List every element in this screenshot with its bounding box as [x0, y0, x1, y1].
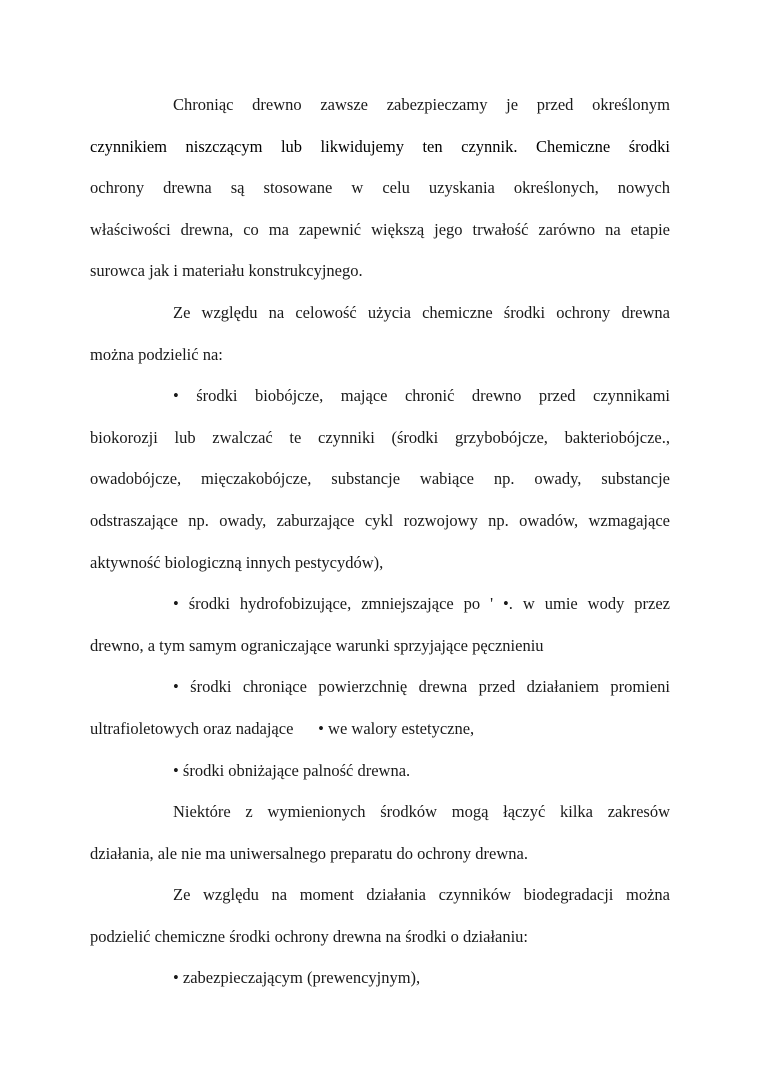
paragraph-2-line-2: można podzielić na:	[90, 344, 223, 364]
document-body	[90, 84, 670, 999]
paragraph-1-line-2: czynnikiem niszczącym lub likwidujemy ten czynnik. Chemiczne środki	[90, 136, 670, 156]
bullet-hydrophobic-line-2: drewno, a tym samym ograniczające warunki sprzyjające pęcznieniu	[90, 635, 544, 655]
bullet-surface-line-1: • środki chroniące powierzchnię drewna przed działaniem promieni	[173, 677, 670, 697]
paragraph-4-line-2: podzielić chemiczne środki ochrony drewna na środki o działaniu:	[90, 926, 529, 946]
paragraph-1-line-1: Chroniąc drewno zawsze zabezpieczamy je przed określonym	[173, 95, 670, 114]
bullet-biocides-line-1: • środki biobójcze, mające chronić drewno przed czynnikami	[173, 386, 670, 406]
bullet-biocides-line-2: biokorozji lub zwalczać te czynniki (środki grzybobójcze, bakteriobójcze.,	[90, 427, 670, 447]
paragraph-1-line-4: właściwości drewna, co ma zapewnić większą jego trwałość zarówno na etapie	[90, 219, 670, 239]
paragraph-1-line-3: ochrony drewna są stosowane w celu uzyskania określonych, nowych	[90, 178, 670, 198]
bullet-biocides-line-4: odstraszające np. owady, zaburzające cykl rozwojowy np. owadów, wzmagające	[90, 510, 670, 530]
bullet-surface-line-2: ultrafioletowych oraz nadające • we walory estetyczne,	[90, 718, 475, 738]
paragraph-2-line-1: Ze względu na celowość użycia chemiczne środki ochrony drewna	[173, 302, 670, 322]
bullet-biocides-line-3: owadobójcze, mięczakobójcze, substancje wabiące np. owady, substancje	[90, 469, 670, 489]
bullet-flammability: • środki obniżające palność drewna.	[173, 760, 411, 780]
paragraph-4-line-1: Ze względu na moment działania czynników biodegradacji można	[173, 885, 670, 905]
bullet-biocides-line-5: aktywność biologiczną innych pestycydów),	[90, 552, 384, 572]
bullet-hydrophobic-line-1: • środki hydrofobizujące, zmniejszające po ' •. w umie wody przez	[173, 594, 670, 614]
bullet-preventive: • zabezpieczającym (prewencyjnym),	[173, 968, 421, 988]
paragraph-3-line-1: Niektóre z wymienionych środków mogą łączyć kilka zakresów	[173, 802, 670, 822]
paragraph-1-line-5: surowca jak i materiału konstrukcyjnego.	[90, 261, 363, 281]
paragraph-3-line-2: działania, ale nie ma uniwersalnego preparatu do ochrony drewna.	[90, 843, 528, 863]
